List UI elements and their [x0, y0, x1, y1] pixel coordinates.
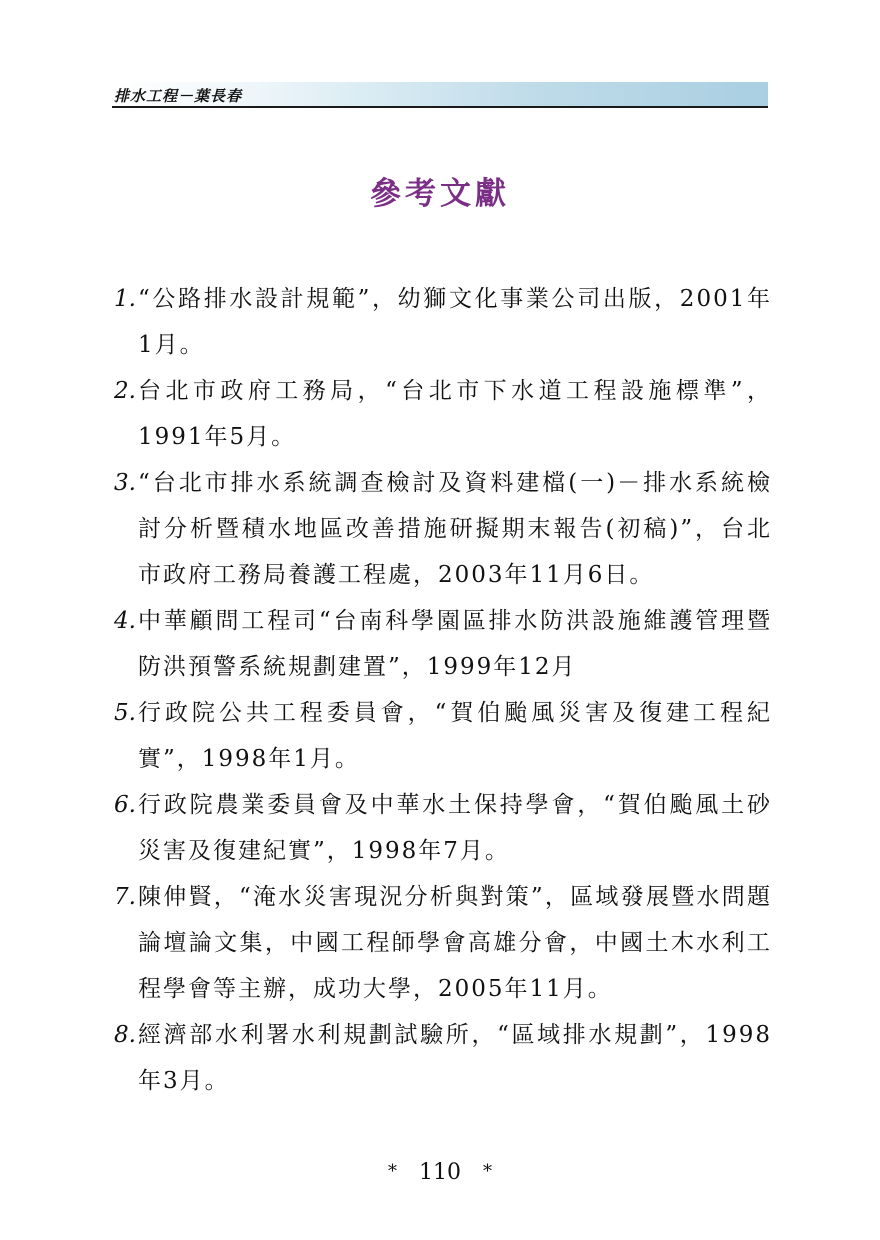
reference-item-5: [112, 690, 772, 782]
reference-item-6: [112, 782, 772, 874]
reference-number: 7.: [114, 884, 136, 910]
reference-item-2: [112, 368, 772, 460]
reference-number: 4.: [114, 608, 136, 634]
reference-item-8: [112, 1012, 772, 1104]
star-icon: *: [388, 1161, 397, 1182]
running-header-title: 排水工程－葉長春: [114, 87, 243, 105]
reference-number: 1.: [114, 286, 136, 312]
reference-item-3: [112, 460, 772, 598]
page-footer: [0, 1160, 880, 1185]
reference-text: “台北市排水系統調查檢討及資料建檔(一)－排水系統檢討分析暨積水地區改善措施研擬期末報告(初稿)”，台北市政府工務局養護工程處，2003年11月6日。: [138, 470, 772, 588]
reference-list: [112, 276, 772, 1104]
reference-text: 行政院公共工程委員會，“賀伯颱風災害及復建工程紀實”，1998年1月。: [138, 700, 772, 772]
reference-item-7: [112, 874, 772, 1012]
reference-item-1: [112, 276, 772, 368]
reference-text: 陳伸賢，“淹水災害現況分析與對策”，區域發展暨水問題論壇論文集，中國工程師學會高雄分會，中國土木水利工程學會等主辦，成功大學，2005年11月。: [138, 884, 772, 1002]
reference-item-4: [112, 598, 772, 690]
reference-number: 2.: [114, 378, 136, 404]
reference-text: 經濟部水利署水利規劃試驗所，“區域排水規劃”，1998年3月。: [138, 1022, 772, 1094]
page-title: 參考文獻: [370, 176, 510, 212]
reference-number: 3.: [114, 470, 136, 496]
reference-text: 行政院農業委員會及中華水土保持學會，“賀伯颱風土砂災害及復建紀實”，1998年7月。: [138, 792, 772, 864]
star-icon: *: [483, 1161, 492, 1182]
reference-text: “公路排水設計規範”，幼獅文化事業公司出版，2001年1月。: [138, 286, 772, 358]
page-number: 110: [419, 1160, 461, 1185]
reference-number: 8.: [114, 1022, 136, 1048]
reference-number: 5.: [114, 700, 136, 726]
reference-number: 6.: [114, 792, 136, 818]
reference-text: 中華顧問工程司“台南科學園區排水防洪設施維護管理暨防洪預警系統規劃建置”，1999年12月: [138, 608, 772, 680]
running-header: [112, 82, 768, 108]
reference-text: 台北市政府工務局，“台北市下水道工程設施標準”，1991年5月。: [138, 378, 772, 450]
